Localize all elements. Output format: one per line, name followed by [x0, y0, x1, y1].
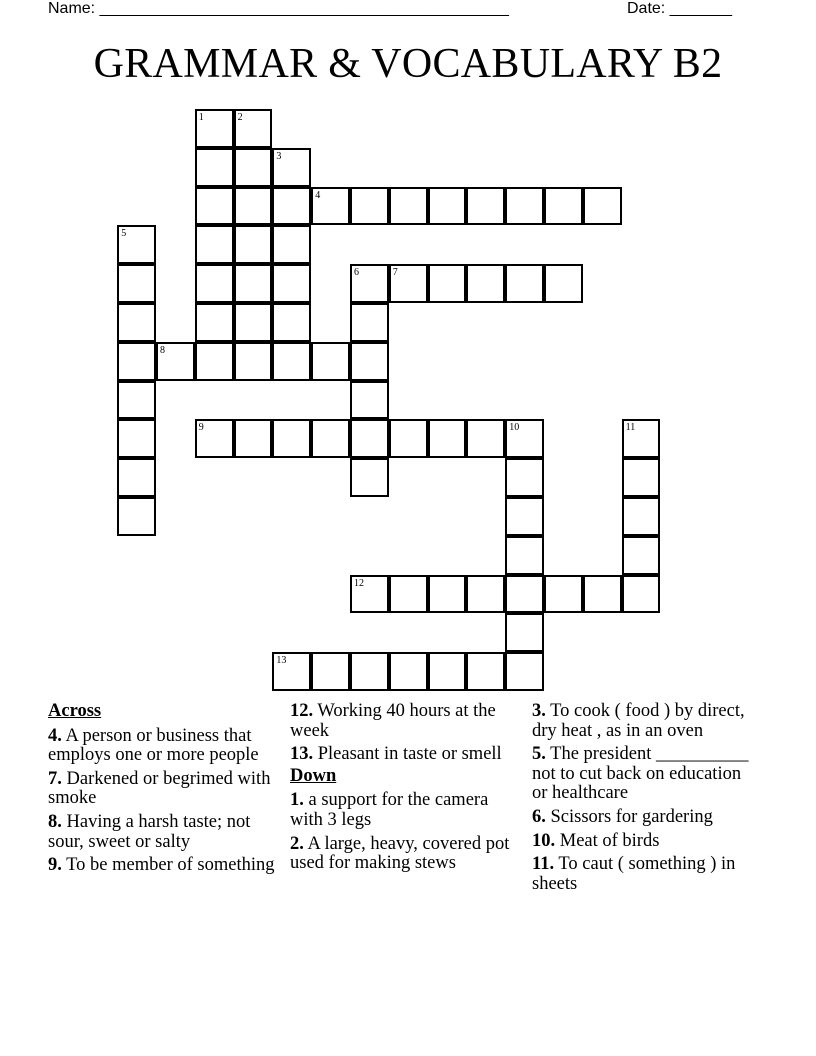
grid-cell[interactable] [622, 536, 661, 575]
grid-cell[interactable] [117, 342, 156, 381]
grid-cell[interactable] [234, 303, 273, 342]
clue-item [290, 791, 518, 830]
clue-number-label: 11. [532, 854, 555, 875]
clue-number-label: 4. [48, 725, 62, 746]
grid-cell[interactable] [272, 187, 311, 226]
grid-cell[interactable] [195, 225, 234, 264]
clues-column-3 [532, 702, 760, 898]
clue-text: The president __________ not to cut back on education or healthcare [532, 744, 749, 804]
clue-number: 8 [160, 344, 165, 356]
grid-cell[interactable] [544, 575, 583, 614]
grid-cell[interactable] [350, 187, 389, 226]
clue-number-label: 13. [290, 744, 314, 765]
clue-number-label: 7. [48, 768, 62, 789]
grid-cell[interactable] [505, 613, 544, 652]
clue-text: A large, heavy, covered pot used for making stews [290, 833, 510, 874]
grid-cell[interactable] [389, 187, 428, 226]
grid-cell[interactable] [117, 419, 156, 458]
grid-cell[interactable] [389, 419, 428, 458]
clue-item [532, 832, 760, 852]
across-heading: Across [48, 701, 102, 721]
grid-cell[interactable] [428, 419, 467, 458]
grid-cell[interactable] [622, 575, 661, 614]
grid-cell[interactable] [195, 148, 234, 187]
grid-cell[interactable] [583, 187, 622, 226]
grid-cell[interactable] [195, 187, 234, 226]
clue-text: Pleasant in taste or smell [313, 744, 502, 765]
clue-item [290, 835, 518, 874]
grid-cell[interactable] [234, 187, 273, 226]
grid-cell[interactable] [234, 148, 273, 187]
grid-cell[interactable] [117, 458, 156, 497]
clue-number: 10 [509, 422, 520, 434]
grid-cell[interactable] [505, 575, 544, 614]
clue-item [532, 855, 760, 894]
clue-number-label: 8. [48, 811, 62, 832]
clue-number-label: 1. [290, 790, 304, 811]
grid-cell[interactable] [350, 381, 389, 420]
grid-cell[interactable] [350, 575, 389, 614]
grid-cell[interactable] [466, 419, 505, 458]
clue-text: Scissors for gardering [545, 806, 713, 827]
grid-cell[interactable] [311, 652, 350, 691]
grid-cell[interactable] [466, 575, 505, 614]
grid-cell[interactable] [117, 303, 156, 342]
grid-cell[interactable] [466, 187, 505, 226]
grid-cell[interactable] [350, 342, 389, 381]
clue-number: 4 [315, 189, 321, 201]
grid-cell[interactable] [389, 575, 428, 614]
grid-cell[interactable] [272, 419, 311, 458]
clue-text: To be member of something [61, 855, 275, 876]
grid-cell[interactable] [234, 342, 273, 381]
grid-cell[interactable] [272, 342, 311, 381]
clue-item [290, 745, 518, 765]
grid-cell[interactable] [350, 419, 389, 458]
grid-cell[interactable] [117, 381, 156, 420]
grid-cell[interactable] [350, 303, 389, 342]
clue-number: 11 [625, 422, 636, 434]
clue-number: 2 [237, 112, 243, 123]
clue-number-label: 12. [290, 701, 314, 721]
grid-cell[interactable] [544, 264, 583, 303]
grid-cell[interactable] [195, 419, 234, 458]
clue-number-label: 10. [532, 830, 556, 851]
clue-item [48, 856, 276, 876]
clue-number-label: 3. [532, 701, 546, 721]
clue-text: Darkened or begrimed with smoke [48, 768, 271, 809]
grid-cell[interactable] [622, 419, 661, 458]
clue-number: 9 [198, 422, 204, 434]
clue-item [48, 727, 276, 766]
name-field[interactable]: Name: ______________________________________________ [48, 0, 509, 17]
date-field[interactable]: Date: _______ [627, 0, 732, 17]
grid-cell[interactable] [505, 264, 544, 303]
grid-cell[interactable] [622, 497, 661, 536]
grid-cell[interactable] [195, 109, 234, 148]
clue-text: To caut ( something ) in sheets [532, 854, 736, 894]
grid-cell[interactable] [195, 342, 234, 381]
grid-cell[interactable] [583, 575, 622, 614]
grid-cell[interactable] [505, 419, 544, 458]
grid-cell[interactable] [505, 652, 544, 691]
grid-cell[interactable] [272, 225, 311, 264]
grid-cell[interactable] [428, 187, 467, 226]
grid-cell[interactable] [311, 187, 350, 226]
grid-cell[interactable] [195, 264, 234, 303]
page-title: GRAMMAR & VOCABULARY B2 [93, 41, 723, 87]
clue-text: A person or business that employs one or more people [48, 725, 259, 766]
clue-item [48, 813, 276, 852]
clue-item [532, 808, 760, 828]
clue-number: 13 [276, 655, 287, 667]
grid-cell[interactable] [311, 342, 350, 381]
grid-cell[interactable] [622, 458, 661, 497]
header-line [48, 0, 748, 20]
grid-cell[interactable] [234, 225, 273, 264]
clue-item [532, 745, 760, 804]
grid-cell[interactable] [234, 419, 273, 458]
grid-cell[interactable] [272, 652, 311, 691]
grid-cell[interactable] [428, 652, 467, 691]
grid-cell[interactable] [117, 497, 156, 536]
grid-cell[interactable] [505, 536, 544, 575]
grid-cell[interactable] [389, 264, 428, 303]
grid-cell[interactable] [234, 264, 273, 303]
clue-text: Working 40 hours at the week [290, 701, 496, 741]
grid-cell[interactable] [505, 497, 544, 536]
grid-cell[interactable] [428, 264, 467, 303]
grid-cell[interactable] [544, 187, 583, 226]
clue-text: To cook ( food ) by direct, dry heat , as in an oven [532, 701, 745, 741]
grid-cell[interactable] [311, 419, 350, 458]
grid-cell[interactable] [117, 225, 156, 264]
clue-number-label: 5. [532, 744, 546, 765]
down-heading: Down [290, 765, 337, 786]
grid-cell[interactable] [195, 303, 234, 342]
clue-number-label: 6. [532, 806, 546, 827]
grid-cell[interactable] [466, 264, 505, 303]
grid-cell[interactable] [505, 187, 544, 226]
clue-number: 1 [198, 112, 204, 123]
grid-cell[interactable] [156, 342, 195, 381]
grid-cell[interactable] [466, 652, 505, 691]
grid-cell[interactable] [350, 264, 389, 303]
grid-cell[interactable] [389, 652, 428, 691]
grid-cell[interactable] [272, 148, 311, 187]
clue-number: 5 [121, 228, 127, 240]
grid-cell[interactable] [272, 303, 311, 342]
grid-cell[interactable] [234, 109, 273, 148]
clue-number: 3 [276, 150, 282, 162]
clue-number: 6 [354, 267, 359, 279]
clue-number: 12 [354, 577, 364, 589]
clue-item [532, 702, 760, 741]
grid-cell[interactable] [272, 264, 311, 303]
clues-column-2 [290, 702, 518, 878]
clue-text: a support for the camera with 3 legs [290, 790, 489, 830]
grid-cell[interactable] [117, 264, 156, 303]
grid-cell[interactable] [505, 458, 544, 497]
grid-cell[interactable] [350, 458, 389, 497]
clue-number-label: 9. [48, 855, 62, 876]
clue-item [48, 770, 276, 809]
clues-column-1 [48, 702, 276, 880]
grid-cell[interactable] [428, 575, 467, 614]
grid-cell[interactable] [350, 652, 389, 691]
clue-item [290, 702, 518, 741]
clue-text: Meat of birds [555, 830, 660, 851]
clue-number-label: 2. [290, 833, 304, 854]
clue-number: 7 [392, 267, 398, 279]
clue-text: Having a harsh taste; not sour, sweet or salty [48, 811, 251, 852]
